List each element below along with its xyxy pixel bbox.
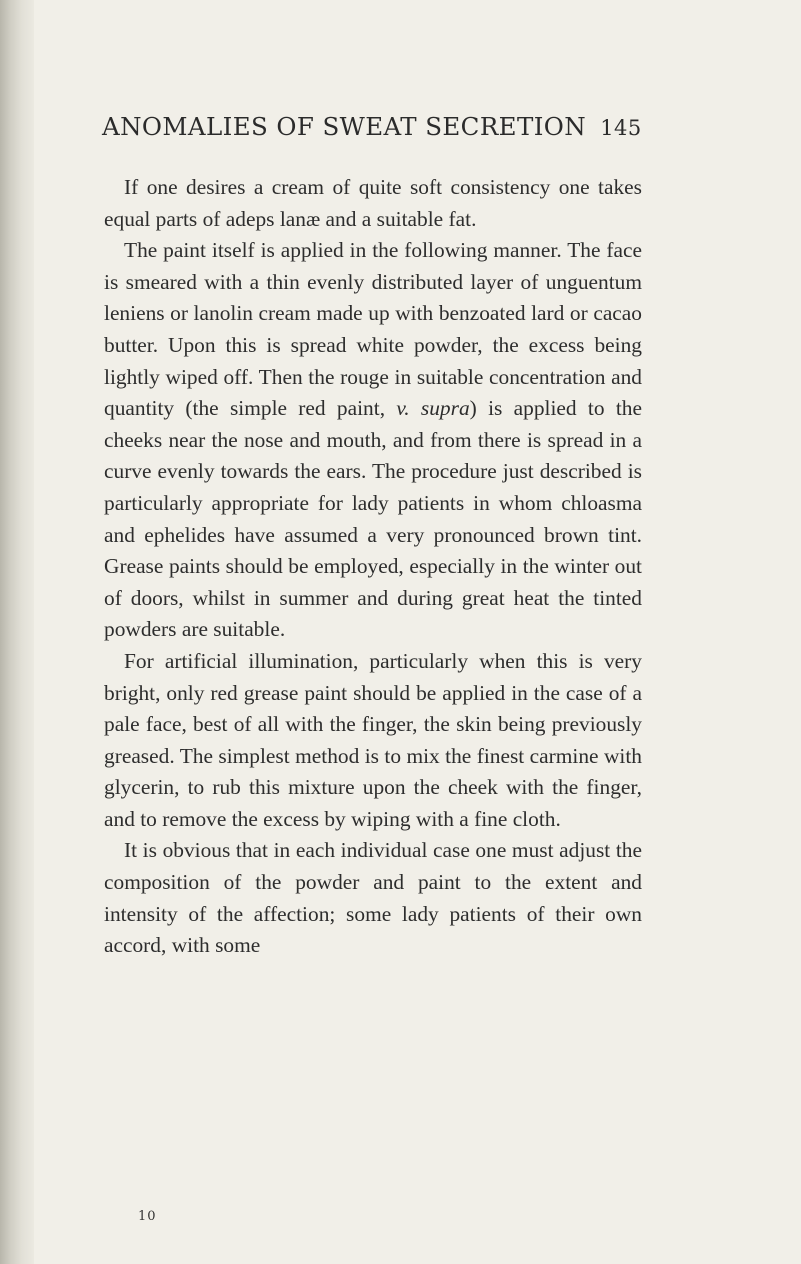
paragraph-3: For artificial illumination, particularly when this is very bright, only red grease paint should be applied in the case of a pale face, best of all with the finger, the skin being previously greased. The simplest method is to mix the finest carmine with glycerin, to rub this mixture upon the cheek with the finger, and to remove the excess by wiping with a fine cloth.	[104, 648, 642, 831]
running-head	[102, 112, 662, 152]
italic-reference: v. supra	[396, 396, 470, 421]
paragraph-4: It is obvious that in each individual case one must adjust the composition of the powder and paint to the extent and intensity of the affection; some lady patients of their own accord, with some	[104, 838, 642, 958]
binding-gutter	[0, 0, 34, 1264]
running-head-title: ANOMALIES OF SWEAT SECRETION	[102, 112, 587, 141]
page-number: 145	[600, 116, 642, 140]
paragraph-2	[104, 235, 642, 646]
paragraph-2-end: ) is applied to the cheeks near the nose and mouth, and from there is spread in a curve evenly towards the ears. The procedure just described is particularly appropriate for lady patients in whom chloasma and ephelides have assumed a very pronounced brown tint. Grease paints should be employed, especially in the winter out of doors, whilst in summer and during great heat the tinted powders are suitable.	[104, 396, 642, 642]
body-text	[104, 172, 642, 962]
paragraph-1: If one desires a cream of quite soft consistency one takes equal parts of adeps lanæ and a suitable fat.	[104, 175, 642, 231]
signature-mark: 10	[138, 1209, 157, 1224]
paragraph-2-start: The paint itself is applied in the following manner. The face is smeared with a thin evenly distributed layer of unguentum leniens or lanolin cream made up with benzoated lard or cacao butter. Upon this is spread white powder, the excess being lightly wiped off. Then the rouge in suitable concentration and quantity (the simple red paint,	[104, 238, 642, 421]
